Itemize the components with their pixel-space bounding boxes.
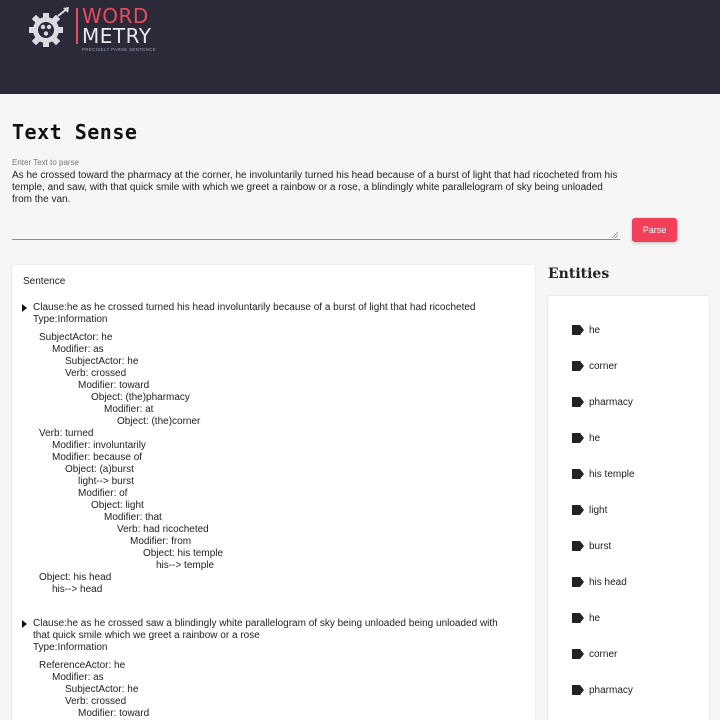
label-icon bbox=[572, 325, 584, 335]
entities-card bbox=[548, 296, 709, 720]
tree-node: Modifier: that bbox=[104, 512, 162, 523]
label-icon bbox=[572, 469, 584, 479]
tree-node: Verb: turned bbox=[39, 428, 94, 439]
label-icon bbox=[572, 685, 584, 695]
tree-node: Modifier: as bbox=[52, 344, 104, 355]
tree-node: Modifier: at bbox=[104, 404, 154, 415]
tree-node: his--> temple bbox=[156, 560, 215, 571]
tree-node: Verb: crossed bbox=[65, 368, 127, 379]
gear-icon bbox=[28, 6, 72, 50]
entity-label: corner bbox=[589, 648, 618, 660]
tree-node: his--> head bbox=[52, 584, 103, 595]
tree-node: Modifier: as bbox=[52, 672, 104, 683]
tree-node: Verb: had ricocheted bbox=[117, 524, 209, 535]
clause-text: Clause:he as he crossed turned his head involuntarily because of a burst of light that had ricocheted bbox=[33, 302, 476, 313]
entity-item[interactable] bbox=[572, 575, 627, 589]
entity-label: he bbox=[589, 612, 601, 624]
label-icon bbox=[572, 361, 584, 371]
clause-type: Type:Information bbox=[33, 642, 108, 653]
entity-label: pharmacy bbox=[589, 684, 633, 696]
tree-node: Verb: crossed bbox=[65, 696, 127, 707]
tree-node: Object: (a)burst bbox=[65, 464, 134, 475]
logo-text bbox=[82, 6, 156, 52]
entity-item[interactable] bbox=[572, 467, 635, 481]
entity-label: he bbox=[589, 324, 601, 336]
entity-label: his temple bbox=[589, 468, 635, 480]
entity-item[interactable] bbox=[572, 431, 600, 445]
entity-item[interactable] bbox=[572, 323, 600, 337]
app-header bbox=[0, 0, 720, 94]
sentence-card bbox=[12, 265, 535, 720]
entities-title: Entities bbox=[548, 266, 610, 282]
sentence-title: Sentence bbox=[23, 276, 66, 287]
label-icon bbox=[572, 649, 584, 659]
expand-triangle-icon[interactable] bbox=[22, 620, 27, 628]
entity-label: burst bbox=[589, 540, 612, 552]
entity-label: corner bbox=[589, 360, 618, 372]
tree-node: Object: (the)pharmacy bbox=[91, 392, 190, 403]
clause-text: Clause:he as he crossed saw a blindingly white parallelogram of sky being unloaded being unloaded with bbox=[33, 618, 498, 629]
logo[interactable] bbox=[28, 6, 156, 52]
expand-triangle-icon[interactable] bbox=[22, 304, 27, 312]
entity-item[interactable] bbox=[572, 359, 617, 373]
tree-node: Modifier: of bbox=[78, 488, 128, 499]
entity-item[interactable] bbox=[572, 539, 611, 553]
entity-label: he bbox=[589, 432, 601, 444]
tree-node: Modifier: from bbox=[130, 536, 192, 547]
label-icon bbox=[572, 613, 584, 623]
tree-node: light--> burst bbox=[78, 476, 134, 487]
input-label: Enter Text to parse bbox=[12, 158, 79, 167]
page-title: Text Sense bbox=[12, 120, 138, 144]
tree-node: SubjectActor: he bbox=[39, 332, 113, 343]
tree-node: Object: light bbox=[91, 500, 144, 511]
clause-text-continued: that quick smile which we greet a rainbow or a rose bbox=[33, 630, 260, 641]
entity-item[interactable] bbox=[572, 503, 607, 517]
entity-item[interactable] bbox=[572, 647, 617, 661]
clause-1-tree bbox=[22, 332, 527, 596]
clause-type: Type:Information bbox=[33, 314, 108, 325]
clause-2-tree bbox=[22, 660, 527, 720]
label-icon bbox=[572, 577, 584, 587]
tree-node: Modifier: because of bbox=[52, 452, 143, 463]
entity-label: pharmacy bbox=[589, 396, 633, 408]
logo-word-2: METRY bbox=[82, 24, 152, 48]
tree-node: Object: his head bbox=[39, 572, 112, 583]
entity-item[interactable] bbox=[572, 395, 633, 409]
logo-tagline: PRECISELY PARSE SENTENCE bbox=[82, 47, 156, 52]
tree-node: SubjectActor: he bbox=[65, 684, 139, 695]
clause-2-toggle[interactable] bbox=[22, 618, 527, 654]
tree-node: Object: (the)corner bbox=[117, 416, 201, 427]
logo-divider bbox=[76, 8, 78, 44]
label-icon bbox=[572, 433, 584, 443]
text-input[interactable] bbox=[12, 170, 620, 240]
clause-1 bbox=[22, 302, 527, 596]
label-icon bbox=[572, 397, 584, 407]
tree-node: Object: his temple bbox=[143, 548, 224, 559]
clause-1-toggle[interactable] bbox=[22, 302, 527, 326]
entity-label: his head bbox=[589, 576, 627, 588]
entity-item[interactable] bbox=[572, 683, 633, 697]
clause-2 bbox=[22, 618, 527, 720]
logo-word-1: WORD bbox=[82, 4, 149, 28]
entity-label: light bbox=[589, 504, 608, 516]
entity-item[interactable] bbox=[572, 611, 600, 625]
tree-node: Modifier: involuntarily bbox=[52, 440, 146, 451]
tree-node: Modifier: toward bbox=[78, 380, 150, 391]
tree-node: Modifier: toward bbox=[78, 708, 150, 719]
tree-node: SubjectActor: he bbox=[65, 356, 139, 367]
resize-grip-icon[interactable] bbox=[611, 231, 619, 239]
label-icon bbox=[572, 541, 584, 551]
tree-node: ReferenceActor: he bbox=[39, 660, 126, 671]
label-icon bbox=[572, 505, 584, 515]
parse-button[interactable]: Parse bbox=[632, 218, 677, 242]
